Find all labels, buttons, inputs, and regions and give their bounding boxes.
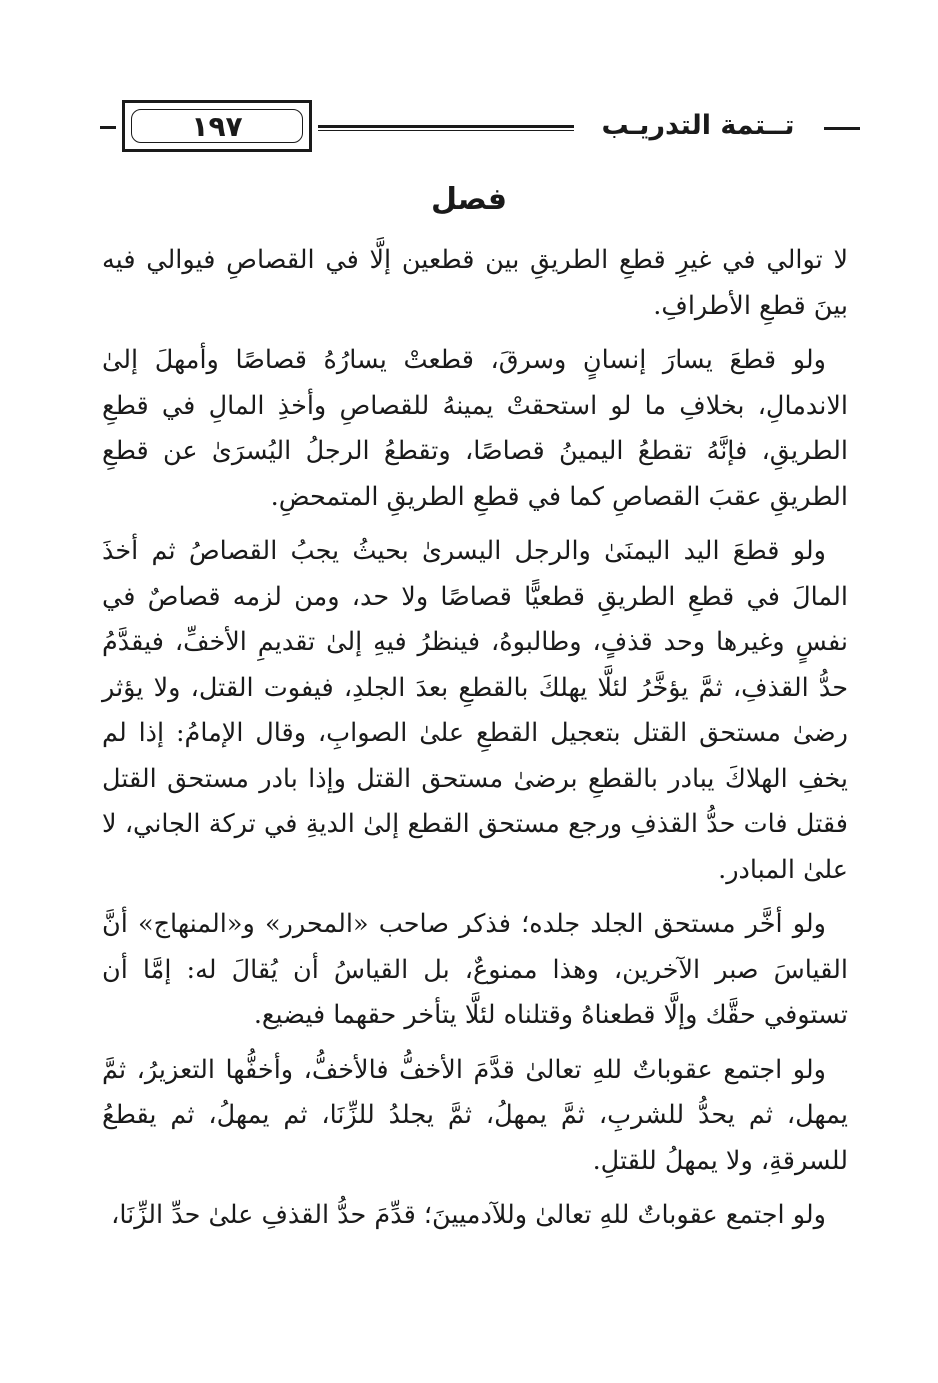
running-title: تــتمة التدريـب bbox=[601, 110, 795, 141]
paragraph-5: ولو اجتمع عقوباتٌ للهِ تعالىٰ قدَّمَ الأخفُّ فالأخفُّ، وأخفُّها التعزيرُ، ثمَّ يمهل، ثم يحدُّ للشربِ، ثمَّ يمهلُ، ثمَّ يجلدُ للزِّنَا، ثم يمهلُ، ثم يقطعُ للسرقةِ، ولا يمهلُ للقتلِ. bbox=[102, 1054, 848, 1176]
paragraph-6: ولو اجتمع عقوباتٌ للهِ تعالىٰ وللآدميينَ؛ قدِّمَ حدُّ القذفِ علىٰ حدِّ الزِّنَا، bbox=[111, 1200, 826, 1230]
paragraph-1: لا توالي في غيرِ قطعِ الطريقِ بين قطعين إلَّا في القصاصِ فيوالي فيه بينَ قطعِ الأطرافِ. bbox=[102, 245, 848, 321]
section-heading: فصل bbox=[431, 182, 507, 217]
body-text bbox=[102, 238, 848, 1248]
page-number-frame bbox=[122, 100, 312, 152]
paragraph-2: ولو قطعَ يسارَ إنسانٍ وسرقَ، قطعتْ يسارُهُ قصاصًا وأمهلَ إلىٰ الاندمالِ، بخلافِ ما لو استحقتْ يمينهُ للقصاصِ وأخذِ المالِ في قطعِ الطريقِ، فإنَّهُ تقطعُ اليمينُ قصاصًا، وتقطعُ الرجلُ اليُسرَىٰ عن قطعِ الطريقِ عقبَ القصاصِ كما في قطعِ الطريقِ المتمحضِ. bbox=[102, 345, 848, 512]
header-rule-middle bbox=[318, 125, 574, 131]
paragraph-4: ولو أخَّر مستحق الجلد جلده؛ فذكر صاحب «المحرر» و«المنهاج» أنَّ القياسَ صبر الآخرين، وهذا ممنوعٌ، بل القياسُ أن يُقالَ له: إمَّا أن تستوفي حقَّك وإلَّا قطعناهُ وقتلناه لئلَّا يتأخر حقهما فيضيع. bbox=[102, 909, 848, 1030]
page-number: ١٩٧ bbox=[191, 109, 243, 143]
running-header bbox=[100, 96, 860, 158]
header-rule-left bbox=[100, 126, 116, 129]
header-rule-right bbox=[824, 127, 860, 130]
paragraph-3: ولو قطعَ اليد اليمنَىٰ والرجل اليسرىٰ بحيثُ يجبُ القصاصُ ثم أخذَ المالَ في قطعِ الطريقِ قطعيًّا قصاصًا ولا حد، ومن لزمه قصاصٌ في نفسٍ وغيرها وحد قذفٍ، وطالبوهُ، فينظرُ فيهِ إلىٰ تقديمِ الأخفِّ، فيقدَّمُ حدُّ القذفِ، ثمَّ يؤخَّرُ لئلَّا يهلكَ بالقطعِ بعدَ الجلدِ، فيفوت القتل، ولا يؤثر رضىٰ مستحق القتل بتعجيل القطعِ علىٰ الصوابِ، وقال الإمامُ: إذا لم يخفِ الهلاكَ يبادر بالقطعِ برضىٰ مستحق القتل وإذا بادر مستحق القتل فقتل فات حدُّ القذفِ ورجع مستحق القطع إلىٰ الديةِ في تركة الجاني، لا علىٰ المبادر. bbox=[102, 536, 848, 885]
